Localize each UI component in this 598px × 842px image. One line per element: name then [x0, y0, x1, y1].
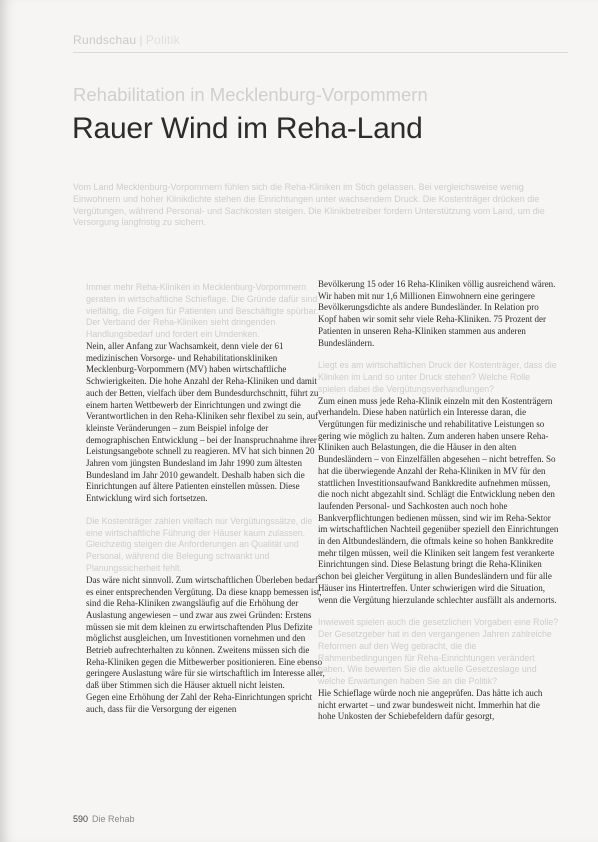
answer-text: Bevölkerung 15 oder 16 Reha-Kliniken völlig ausreichend wären. Wir haben mit nur 1,6 Millionen Einwohnern eine geringere Bevölkerungsdichte als andere Bundesländer. In Relation pro Kopf haben wir somit sehr viele Reha-Kliniken. 75 Prozent der Patienten in unseren Reha-Kliniken stammen aus anderen Bundesländern. [318, 279, 556, 348]
question-text: Liegt es am wirtschaftlichen Druck der Kostenträger, dass die Kliniken im Land so unter Druck stehen? Welche Rolle spielen dabei die Vergütungsverhandlungen? [318, 360, 557, 394]
article-overline: Rehabilitation in Mecklenburg-Vorpommern [73, 84, 428, 105]
header-rule [73, 52, 568, 53]
page-number: 590 [73, 814, 89, 824]
article-headline: Rauer Wind im Reha-Land [72, 112, 423, 145]
left-column [86, 279, 327, 715]
answer-text: Nein, aller Anfang zur Wachsamkeit, denn viele der 61 medizinischen Vorsorge- und Rehabilitationskliniken Mecklenburg-Vorpommern (MV) haben wirtschaftliche Schwierigkeiten. Die hohe Anzahl der Reha-Kliniken und damit auch der Betten, vielfach über dem Bundesdurchschnitt, führt zu einem harten Wettbewerb der Einrichtungen und zwingt die Verantwortlichen in den Reha-Kliniken sehr flexibel zu sein, auf kleinste Veränderungen – zum Beispiel infolge der demographischen Entwicklung – bei der Inanspruchnahme ihrer Leistungsangebote schnell zu reagieren. MV hat sich binnen 20 Jahren vom jüngsten Bundesland im Jahr 1990 zum ältesten Bundesland im Jahr 2010 gewandelt. Deshalb haben sich die Einrichtungen auf ältere Patienten einstellen müssen. Diese Entwicklung wird sich fortsetzen. [86, 340, 319, 504]
question-text: Die Kostenträger zahlen vielfach nur Vergütungssätze, die eine wirtschaftliche Führung der Häuser kaum zulassen. Gleichzeitig steigen die Anforderungen an Qualität und Personal, während die Belegung schwankt und Planungssicherheit fehlt. [86, 515, 313, 574]
answer-text: Hie Schieflage würde noch nie angeprüfen. Das hätte ich auch nicht erwartet – und zwar bundesweit nicht. Immerhin hat die hohe Unkosten der Schiebefeldern dafür gesorgt, [318, 688, 543, 722]
subsection-label: Politik [145, 33, 180, 47]
right-column [318, 279, 559, 723]
page-footer [73, 814, 135, 824]
section-header [73, 33, 180, 47]
answer-text: Zum einen muss jede Reha-Klinik einzeln mit den Kostenträgern verhandeln. Diese haben natürlich ein Interesse daran, die Vergütungen für medizinische und rehabilitative Leistungen so gering wie möglich zu halten. Zum anderen haben unsere Reha-Kliniken auch Belastungen, die die Häuser in den alten Bundesländern – von Einzelfällen abgesehen – nicht betreffen. So hat die überwiegende Anzahl der Reha-Kliniken in MV für den stattlichen Investitionsaufwand Bankkredite aufnehmen müssen, die noch nicht abgezahlt sind. Schlägt die Entwicklung neben den laufenden Personal- und Sachkosten auch noch hohe Bankverpflichtungen bedienen müssen, sind wir im Reha-Sektor im wirtschaftlichen Nachteil gegenüber speziell den Einrichtungen in den Altbundesländern, die oftmals keine so hohen Bankkredite mehr tilgen müssen, weil die Kliniken seit langem fest verankerte Einrichtungen sind. Diese Belastung bringt die Reha-Kliniken schon bei gleicher Vergütung in allen Bundesländern und für alle Häuser ins Hintertreffen. Unter schwierigen wird die Situation, wenn die Vergütung hierzulande schlechter ausfällt als andernorts. [318, 395, 559, 605]
question-text: Inwieweit spielen auch die gesetzlichen Vorgaben eine Rolle? Der Gesetzgeber hat in den vergangenen Jahren zahlreiche Reformen auf den Weg gebracht, die die Rahmenbedingungen für Reha-Einrichtungen verändert haben. Wie bewerten Sie die aktuelle Gesetzeslage und welche Erwartungen haben Sie an die Politik? [318, 617, 559, 687]
publication-name: Die Rehab [92, 814, 135, 824]
answer-text: Gegen eine Erhöhung der Zahl der Reha-Einrichtungen spricht auch, dass für die Versorgung der eigenen [86, 691, 313, 714]
section-label: Rundschau [73, 33, 137, 47]
answer-text: Das wäre nicht sinnvoll. Zum wirtschaftlichen Überleben bedarf es einer entsprechenden Vergütung. Da diese knapp bemessen ist, sind die Reha-Kliniken zwangsläufig auf die Erhöhung der Auslastung angewiesen – und zwar aus zwei Gründen: Erstens müssen sie mit dem kleinen zu erwirtschaftenden Plus Defizite möglichst ausgleichen, um Investitionen vornehmen und den Betrieb aufrechterhalten zu können. Zweitens müssen sich die Reha-Kliniken gegen die Mitbewerber positionieren. Eine ebenso geringere Auslastung wäre für sie wirtschaftlich im Interesse aller, daß über Stimmen sich die Häuser aktuell nicht leisten. [86, 574, 325, 691]
question-text: Immer mehr Reha-Kliniken in Mecklenburg-Vorpommern geraten in wirtschaftliche Schieflage. Die Gründe dafür sind vielfältig, die Folgen für Patienten und Beschäftigte spürbar. Der Verband der Reha-Kliniken sieht dringenden Handlungsbedarf und fordert ein Umdenken. [86, 282, 319, 340]
section-separator: | [139, 33, 143, 47]
article-intro: Vom Land Mecklenburg-Vorpommern fühlen sich die Reha-Kliniken im Stich gelassen. Bei vergleichsweise wenig Einwohnern und hoher Klinikdichte stehen die Einrichtungen unter wachsendem Druck. Die Kostenträger drücken die Vergütungen, während Personal- und Sachkosten steigen. Die Klinikbetreiber fordern Unterstützung vom Land, um die Versorgung langfristig zu sichern. [73, 182, 545, 228]
